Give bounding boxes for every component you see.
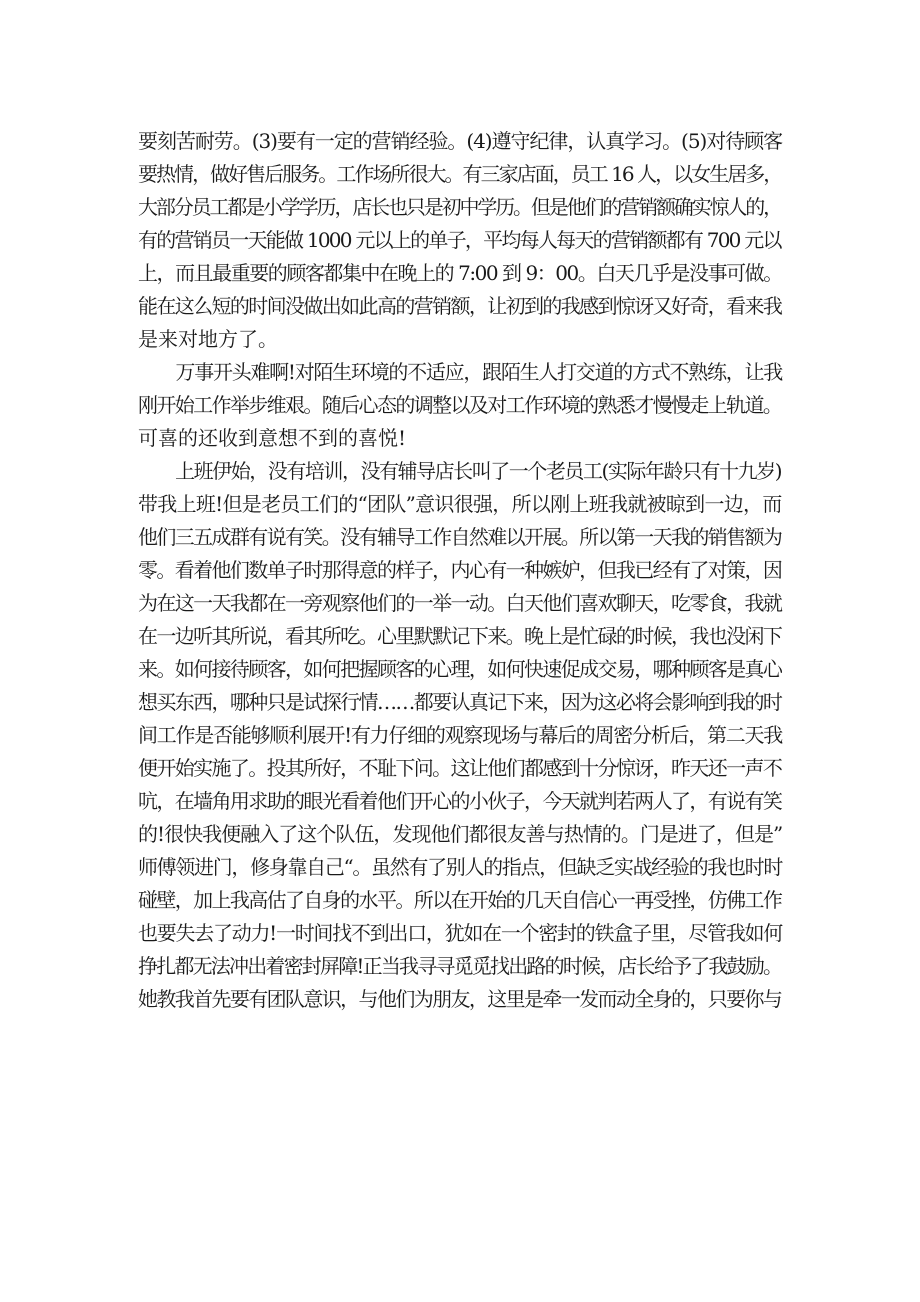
text-line: 碰壁，加上我高估了自身的水平。所以在开始的几天自信心一再受挫，仿佛工作	[138, 888, 782, 912]
text-line: 能在这么短的时间没做出如此高的营销额，让初到的我感到惊讶又好奇，看来我	[138, 294, 782, 318]
text-line: 师傅领进门，修身靠自己“。虽然有了别人的指点，但缺乏实战经验的我也时时	[138, 855, 783, 879]
text-line: 她教我首先要有团队意识，与他们为朋友，这里是牵一发而动全身的，只要你与	[138, 987, 782, 1011]
text-line: 便开始实施了。投其所好，不耻下问。这让他们都感到十分惊讶，昨天还一声不	[138, 756, 782, 780]
text-line: 可喜的还收到意想不到的喜悦!	[138, 426, 407, 450]
text-line: 万事开头难啊!对陌生环境的不适应，跟陌生人打交道的方式不熟练，让我	[138, 360, 782, 384]
text-line: 挣扎都无法冲出着密封屏障!正当我寻寻觅觅找出路的时候，店长给予了我鼓励。	[138, 954, 782, 978]
text-line: 上班伊始，没有培训，没有辅导店长叫了一个老员工(实际年龄只有十九岁)	[138, 459, 782, 483]
text-line: 零。看着他们数单子时那得意的样子，内心有一种嫉妒，但我已经有了对策，因	[138, 558, 782, 582]
text-line: 是来对地方了。	[138, 327, 278, 351]
text-line: 在一边听其所说，看其所吃。心里默默记下来。晚上是忙碌的时候，我也没闲下	[138, 624, 782, 648]
text-line: 来。如何接待顾客，如何把握顾客的心理，如何快速促成交易，哪种顾客是真心	[138, 657, 782, 681]
text-line: 要刻苦耐劳。(3)要有一定的营销经验。(4)遵守纪律，认真学习。(5)对待顾客	[138, 129, 783, 153]
text-line: 要热情，做好售后服务。工作场所很大。有三家店面，员工 16 人，以女生居多，	[138, 162, 782, 186]
text-line: 也要失去了动力!一时间找不到出口，犹如在一个密封的铁盒子里，尽管我如何	[138, 921, 782, 945]
text-line: 吭，在墙角用求助的眼光看着他们开心的小伙子，今天就判若两人了，有说有笑	[138, 789, 782, 813]
text-line: 上，而且最重要的顾客都集中在晚上的 7:00 到 9：00。白天几乎是没事可做。	[138, 261, 782, 285]
text-line: 为在这一天我都在一旁观察他们的一举一动。白天他们喜欢聊天，吃零食，我就	[138, 591, 782, 615]
text-line: 带我上班!但是老员工们的“团队”意识很强，所以刚上班我就被晾到一边，而	[138, 492, 782, 516]
text-line: 大部分员工都是小学学历，店长也只是初中学历。但是他们的营销额确实惊人的，	[138, 195, 781, 219]
text-line: 他们三五成群有说有笑。没有辅导工作自然难以开展。所以第一天我的销售额为	[138, 525, 782, 549]
text-line: 的!很快我便融入了这个队伍，发现他们都很友善与热情的。门是进了，但是”	[138, 822, 783, 846]
text-line: 刚开始工作举步维艰。随后心态的调整以及对工作环境的熟悉才慢慢走上轨道。	[138, 393, 782, 417]
document-body	[138, 125, 783, 1016]
text-line: 有的营销员一天能做 1000 元以上的单子，平均每人每天的营销额都有 700 元以	[138, 228, 781, 252]
text-line: 间工作是否能够顺利展开!有力仔细的观察现场与幕后的周密分析后，第二天我	[138, 723, 782, 747]
text-line: 想买东西，哪种只是试探行情……都要认真记下来，因为这必将会影响到我的时	[138, 690, 782, 714]
